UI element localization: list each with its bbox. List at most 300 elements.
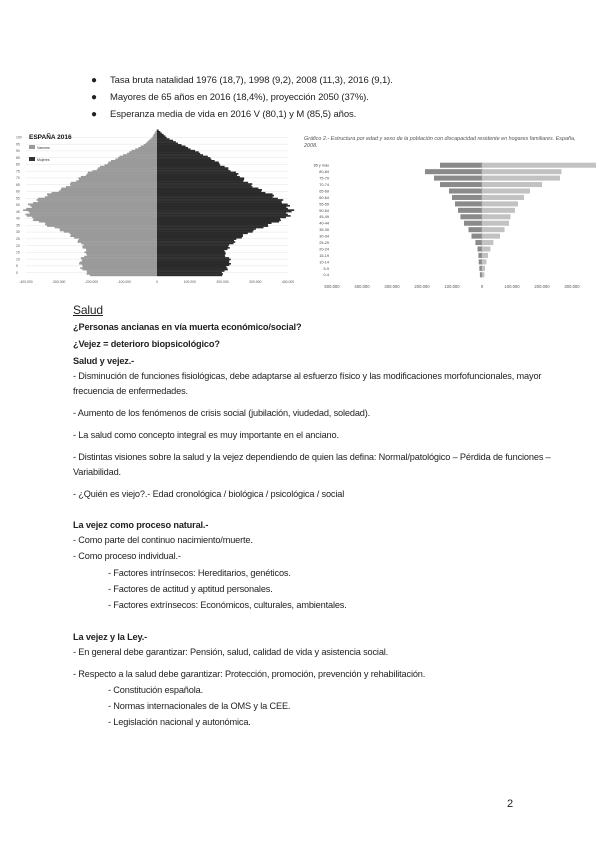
- pyramid-bar: [157, 235, 243, 237]
- pyramid-bar: [83, 247, 157, 249]
- page-number: 2: [507, 798, 513, 810]
- chart-title: ESPAÑA 2016: [29, 134, 72, 141]
- pyramid-bar: [61, 188, 157, 190]
- pyramid-bar: [157, 224, 268, 226]
- section-title: Salud: [73, 303, 103, 317]
- pyramid-bar: [157, 228, 256, 230]
- pyramid-bar: [157, 267, 227, 269]
- pyramid-bar: [32, 206, 157, 208]
- pyramid-bar: [70, 185, 157, 187]
- pyramid-bar: [157, 231, 253, 233]
- male-bar: [455, 201, 482, 206]
- pyramid-bar: [48, 195, 157, 197]
- female-bar: [482, 259, 487, 264]
- paragraph: - Aumento de los fenómenos de crisis social (jubilación, viudedad, soledad).: [73, 408, 371, 418]
- pyramid-bar: [147, 141, 157, 143]
- pyramid-bar: [84, 256, 157, 258]
- female-bar: [482, 227, 505, 232]
- pyramid-bar: [87, 173, 157, 175]
- y-tick-label: 35: [16, 223, 20, 228]
- pyramid-bar: [157, 172, 236, 174]
- pyramid-bar: [157, 227, 264, 229]
- pyramid-bar: [157, 140, 173, 142]
- pyramid-bar: [157, 166, 225, 168]
- pyramid-bar: [157, 273, 223, 275]
- pyramid-bar: [69, 233, 157, 235]
- paragraph: Variabilidad.: [73, 467, 121, 477]
- male-bar: [440, 163, 482, 168]
- pyramid-bar: [71, 182, 157, 184]
- pyramid-bar: [157, 198, 278, 200]
- pyramid-bar: [157, 134, 164, 136]
- x-tick-label: -300.000: [52, 280, 66, 284]
- pyramid-bar: [157, 266, 226, 268]
- pyramid-bar: [33, 219, 157, 221]
- female-bar: [482, 169, 562, 174]
- x-tick-label: 400.000: [281, 280, 295, 284]
- pyramid-bar: [157, 195, 274, 197]
- pyramid-bar: [104, 164, 157, 166]
- sub-list-item: - Factores de actitud y aptitud personales.: [108, 584, 273, 594]
- female-bar: [482, 214, 511, 219]
- pyramid-bar: [157, 156, 208, 158]
- pyramid-bar: [26, 214, 157, 216]
- y-tick-label: 0: [16, 270, 18, 275]
- pyramid-bar: [32, 217, 157, 219]
- male-bar: [464, 221, 482, 226]
- paragraph: - La salud como concepto integral es muy importante en el anciano.: [73, 430, 339, 440]
- pyramid-bar: [157, 233, 248, 235]
- pyramid-bar: [157, 176, 240, 178]
- pyramid-bar: [157, 153, 200, 155]
- female-bar: [482, 234, 500, 239]
- pyramid-bar: [157, 221, 279, 223]
- pyramid-bar: [78, 177, 157, 179]
- pyramid-bar: [157, 214, 288, 216]
- pyramid-bar: [33, 202, 157, 204]
- pyramid-bar: [157, 254, 225, 256]
- pyramid-bar: [80, 267, 157, 269]
- pyramid-bar: [157, 183, 252, 185]
- pyramid-bar: [79, 238, 157, 240]
- pyramid-bar: [157, 256, 225, 258]
- x-tick-label: 400.000: [354, 284, 370, 289]
- pyramid-bar: [45, 224, 157, 226]
- pyramid-bar: [157, 206, 286, 208]
- pyramid-bar: [59, 190, 157, 192]
- pyramid-bar: [157, 264, 229, 266]
- y-tick-label: 45: [16, 209, 20, 214]
- pyramid-bar: [82, 259, 157, 261]
- y-tick-label: 80: [16, 162, 20, 167]
- pyramid-bar: [82, 264, 157, 266]
- pyramid-bar: [157, 270, 224, 272]
- female-bar: [482, 176, 560, 181]
- sub-list-item: - Factores extrínsecos: Económicos, culturales, ambientales.: [108, 600, 347, 610]
- pyramid-bar: [30, 205, 157, 207]
- male-bar: [478, 253, 482, 258]
- y-tick-label: 85 y más: [313, 163, 329, 168]
- population-pyramid-chart: [14, 128, 295, 290]
- subheading: La vejez como proceso natural.-: [73, 520, 209, 530]
- y-tick-label: 5: [16, 264, 18, 269]
- y-tick-label: 95: [16, 142, 20, 147]
- male-bar: [469, 227, 483, 232]
- pyramid-bar: [157, 201, 282, 203]
- pyramid-bar: [157, 234, 243, 236]
- pyramid-bar: [84, 251, 157, 253]
- pyramid-bar: [98, 167, 157, 169]
- pyramid-bar: [157, 177, 244, 179]
- y-tick-label: 5-9: [323, 266, 329, 271]
- pyramid-bar: [157, 237, 242, 239]
- pyramid-bar: [157, 238, 236, 240]
- female-bar: [482, 272, 484, 277]
- pyramid-bar: [157, 146, 186, 148]
- pyramid-bar: [157, 135, 165, 137]
- y-tick-label: 0-4: [323, 273, 329, 278]
- pyramid-bar: [157, 190, 261, 192]
- legend-swatch-mujeres: [29, 157, 35, 161]
- male-bar: [479, 259, 482, 264]
- y-tick-label: 65-69: [319, 189, 329, 194]
- disability-pyramid-chart: [300, 130, 590, 292]
- pyramid-bar: [66, 186, 157, 188]
- pyramid-bar: [78, 240, 157, 242]
- pyramid-bar: [157, 188, 258, 190]
- pyramid-bar: [157, 205, 290, 207]
- pyramid-bar: [157, 244, 229, 246]
- y-tick-label: 40: [16, 216, 20, 221]
- pyramid-bar: [157, 218, 280, 220]
- x-tick-label: -100.000: [117, 280, 131, 284]
- pyramid-bar: [157, 225, 268, 227]
- paragraph: frecuencia de enfermedades.: [73, 386, 188, 396]
- pyramid-bar: [157, 144, 182, 146]
- male-bar: [425, 169, 482, 174]
- y-tick-label: 85: [16, 155, 20, 160]
- pyramid-bar: [87, 273, 157, 275]
- male-bar: [475, 240, 482, 245]
- pyramid-bar: [86, 175, 157, 177]
- female-bar: [482, 182, 542, 187]
- y-tick-label: 70-74: [319, 182, 329, 187]
- subheading: Salud y vejez.-: [73, 356, 135, 366]
- pyramid-bar: [61, 189, 157, 191]
- pyramid-bar: [157, 253, 226, 255]
- pyramid-bar: [86, 250, 157, 252]
- pyramid-bar: [157, 148, 191, 150]
- pyramid-bar: [157, 262, 229, 264]
- pyramid-bar: [47, 193, 157, 195]
- y-tick-label: 50: [16, 203, 20, 208]
- pyramid-bar: [154, 134, 157, 136]
- pyramid-bar: [34, 218, 157, 220]
- pyramid-bar: [157, 160, 215, 162]
- pyramid-bar: [76, 180, 157, 182]
- sub-list-item: - Legislación nacional y autonómica.: [108, 717, 251, 727]
- pyramid-bar: [157, 208, 288, 210]
- legend-label: Varones: [37, 146, 50, 150]
- female-bar: [482, 201, 518, 206]
- pyramid-bar: [108, 161, 157, 163]
- pyramid-bar: [92, 170, 157, 172]
- pyramid-bar: [87, 272, 157, 274]
- pyramid-bar: [60, 230, 157, 232]
- female-bar: [482, 163, 596, 168]
- y-tick-label: 75: [16, 169, 20, 174]
- paragraph: - Disminución de funciones fisiológicas, debe adaptarse al esfuerzo físico y las modificaciones morfofuncionales, mayor: [73, 371, 542, 381]
- pyramid-bar: [86, 253, 157, 255]
- y-tick-label: 50-54: [319, 208, 329, 213]
- x-tick-label: 100.000: [444, 284, 460, 289]
- x-tick-label: -200.000: [84, 280, 99, 284]
- pyramid-bar: [157, 131, 160, 133]
- pyramid-bar: [86, 248, 157, 250]
- pyramid-bar: [157, 272, 222, 274]
- x-tick-label: 0: [156, 280, 158, 284]
- pyramid-bar: [155, 132, 157, 134]
- pyramid-bar: [84, 244, 157, 246]
- y-tick-label: 25: [16, 237, 20, 242]
- pyramid-bar: [157, 219, 281, 221]
- male-bar: [449, 188, 482, 193]
- subheading: La vejez y la Ley.-: [73, 632, 148, 642]
- male-bar: [479, 266, 482, 271]
- pyramid-bar: [83, 266, 157, 268]
- pyramid-bar: [157, 157, 210, 159]
- pyramid-bar: [38, 201, 157, 203]
- pyramid-bar: [81, 243, 157, 245]
- female-bar: [482, 208, 515, 213]
- pyramid-bar: [157, 243, 234, 245]
- paragraph: - ¿Quién es viejo?.- Edad cronológica / biológica / psicológica / social: [73, 489, 345, 499]
- male-bar: [478, 246, 483, 251]
- pyramid-bar: [152, 137, 157, 139]
- pyramid-bar: [55, 227, 157, 229]
- pyramid-bar: [26, 208, 157, 210]
- pyramid-bar: [149, 140, 157, 142]
- pyramid-bar: [157, 150, 195, 152]
- pyramid-bar: [135, 148, 157, 150]
- pyramid-bar: [157, 180, 243, 182]
- y-tick-label: 35-39: [319, 228, 329, 233]
- pyramid-bar: [157, 132, 162, 134]
- pyramid-bar: [45, 196, 157, 198]
- pyramid-bar: [27, 215, 157, 217]
- y-tick-label: 55: [16, 196, 20, 201]
- pyramid-bar: [156, 130, 157, 132]
- pyramid-bar: [141, 146, 157, 148]
- pyramid-bar: [157, 186, 253, 188]
- x-tick-label: 300.000: [249, 280, 262, 284]
- pyramid-bar: [157, 269, 228, 271]
- pyramid-bar: [100, 166, 157, 168]
- male-bar: [452, 195, 482, 200]
- pyramid-bar: [157, 251, 225, 253]
- legend-swatch-varones: [29, 145, 35, 149]
- bullet-item: ● Mayores de 65 años en 2016 (18,4%), proyección 2050 (37%).: [91, 92, 369, 103]
- female-bar: [482, 221, 509, 226]
- pyramid-bar: [157, 175, 237, 177]
- x-tick-label: 300.000: [564, 284, 580, 289]
- pyramid-bar: [157, 159, 211, 161]
- y-tick-label: 20-24: [319, 247, 329, 252]
- y-tick-label: 80-84: [319, 170, 329, 175]
- paragraph: - Distintas visiones sobre la salud y la vejez dependiendo de quien las defina: Normal/patológico – Pérdida de funciones –: [73, 452, 551, 462]
- x-tick-label: -400.000: [19, 280, 33, 284]
- pyramid-bar: [129, 151, 157, 153]
- list-item: - Respecto a la salud debe garantizar: Protección, promoción, prevención y rehabilitación.: [73, 669, 426, 679]
- pyramid-bar: [157, 161, 219, 163]
- y-tick-label: 75-79: [319, 176, 329, 181]
- male-bar: [480, 272, 482, 277]
- chart-title: Gráfico 2.- Estructura por edad y sexo de la población con discapacidad residente en hogares familiares. España, 2008.: [304, 136, 576, 149]
- pyramid-bar: [157, 141, 176, 143]
- y-tick-label: 15: [16, 250, 20, 255]
- female-bar: [482, 253, 488, 258]
- x-tick-label: 200.000: [414, 284, 430, 289]
- y-tick-label: 40-44: [319, 221, 329, 226]
- pyramid-bar: [118, 157, 157, 159]
- sub-list-item: - Constitución española.: [108, 685, 203, 695]
- pyramid-bar: [30, 212, 157, 214]
- pyramid-bar: [77, 241, 157, 243]
- pyramid-bar: [87, 270, 157, 272]
- pyramid-bar: [70, 235, 157, 237]
- bullet-item: ● Tasa bruta natalidad 1976 (18,7), 1998 (9,2), 2008 (11,3), 2016 (9,1).: [91, 75, 393, 86]
- pyramid-bar: [108, 163, 157, 165]
- y-tick-label: 30: [16, 230, 20, 235]
- pyramid-bar: [119, 156, 157, 158]
- bullet-item: ● Esperanza media de vida en 2016 V (80,1) y M (85,5) años.: [91, 109, 357, 120]
- y-tick-label: 10: [16, 257, 20, 262]
- male-bar: [458, 208, 482, 213]
- pyramid-bar: [157, 192, 265, 194]
- pyramid-bar: [157, 241, 235, 243]
- pyramid-bar: [157, 230, 254, 232]
- pyramid-bar: [64, 231, 157, 233]
- pyramid-bar: [157, 211, 292, 213]
- female-bar: [482, 266, 485, 271]
- pyramid-bar: [157, 182, 248, 184]
- pyramid-bar: [38, 198, 157, 200]
- pyramid-bar: [157, 163, 219, 165]
- female-bar: [482, 240, 493, 245]
- pyramid-bar: [157, 147, 188, 149]
- pyramid-bar: [138, 147, 157, 149]
- pyramid-bar: [71, 234, 157, 236]
- pyramid-bar: [47, 225, 157, 227]
- pyramid-bar: [157, 130, 159, 132]
- pyramid-bar: [39, 221, 157, 223]
- pyramid-bar: [88, 172, 157, 174]
- x-tick-label: 200.000: [534, 284, 550, 289]
- female-bar: [482, 246, 490, 251]
- pyramid-bar: [157, 250, 224, 252]
- pyramid-bar: [157, 151, 199, 153]
- pyramid-bar: [157, 240, 234, 242]
- pyramid-bar: [82, 260, 157, 262]
- y-tick-label: 25-29: [319, 240, 329, 245]
- pyramid-bar: [82, 269, 157, 271]
- list-item: - Como parte del continuo nacimiento/muerte.: [73, 535, 253, 545]
- pyramid-bar: [111, 160, 157, 162]
- list-item: - Como proceso individual.-: [73, 551, 181, 561]
- y-tick-label: 10-14: [319, 260, 329, 265]
- sub-list-item: - Factores intrínsecos: Hereditarios, genéticos.: [108, 568, 291, 578]
- pyramid-bar: [157, 169, 228, 171]
- male-bar: [460, 214, 482, 219]
- x-tick-label: 200.000: [216, 280, 229, 284]
- pyramid-bar: [157, 202, 282, 204]
- x-tick-label: 100.000: [183, 280, 196, 284]
- pyramid-bar: [157, 167, 228, 169]
- pyramid-bar: [81, 257, 157, 259]
- pyramid-bar: [157, 143, 178, 145]
- pyramid-bar: [157, 259, 231, 261]
- question: ¿Vejez = deterioro biopsicológico?: [73, 339, 220, 349]
- pyramid-bar: [87, 254, 157, 256]
- y-tick-label: 90: [16, 149, 20, 154]
- pyramid-bar: [37, 199, 157, 201]
- y-tick-label: 65: [16, 182, 20, 187]
- pyramid-bar: [144, 144, 157, 146]
- pyramid-bar: [79, 263, 157, 265]
- y-tick-label: 55-59: [319, 202, 329, 207]
- female-bar: [482, 195, 524, 200]
- pyramid-bar: [157, 173, 238, 175]
- legend-label: Mujeres: [37, 158, 50, 162]
- pyramid-bar: [28, 204, 157, 206]
- y-tick-label: 30-34: [319, 234, 329, 239]
- pyramid-bar: [150, 138, 157, 140]
- male-bar: [472, 234, 483, 239]
- pyramid-bar: [157, 275, 222, 277]
- y-tick-label: 60-64: [319, 195, 329, 200]
- pyramid-bar: [81, 176, 157, 178]
- female-bar: [482, 188, 530, 193]
- pyramid-bar: [74, 237, 157, 239]
- pyramid-bar: [123, 154, 157, 156]
- pyramid-bar: [157, 154, 203, 156]
- y-tick-label: 20: [16, 243, 20, 248]
- pyramid-bar: [80, 262, 157, 264]
- pyramid-bar: [157, 212, 286, 214]
- pyramid-bar: [157, 215, 291, 217]
- pyramid-bar: [157, 196, 273, 198]
- pyramid-bar: [157, 263, 231, 265]
- list-item: - En general debe garantizar: Pensión, salud, calidad de vida y asistencia social.: [73, 647, 389, 657]
- pyramid-bar: [82, 246, 157, 248]
- pyramid-bar: [157, 185, 251, 187]
- pyramid-bar: [157, 137, 167, 139]
- pyramid-bar: [157, 164, 220, 166]
- pyramid-bar: [52, 192, 157, 194]
- y-tick-label: 15-19: [319, 253, 329, 258]
- pyramid-bar: [45, 222, 157, 224]
- pyramid-bar: [153, 135, 157, 137]
- pyramid-bar: [90, 275, 157, 277]
- pyramid-bar: [156, 131, 157, 133]
- pyramid-bar: [115, 159, 157, 161]
- pyramid-bar: [70, 183, 157, 185]
- pyramid-bar: [157, 222, 272, 224]
- y-tick-label: 100: [16, 135, 22, 140]
- pyramid-bar: [157, 246, 228, 248]
- x-tick-label: 500.000: [324, 284, 340, 289]
- pyramid-bar: [157, 260, 229, 262]
